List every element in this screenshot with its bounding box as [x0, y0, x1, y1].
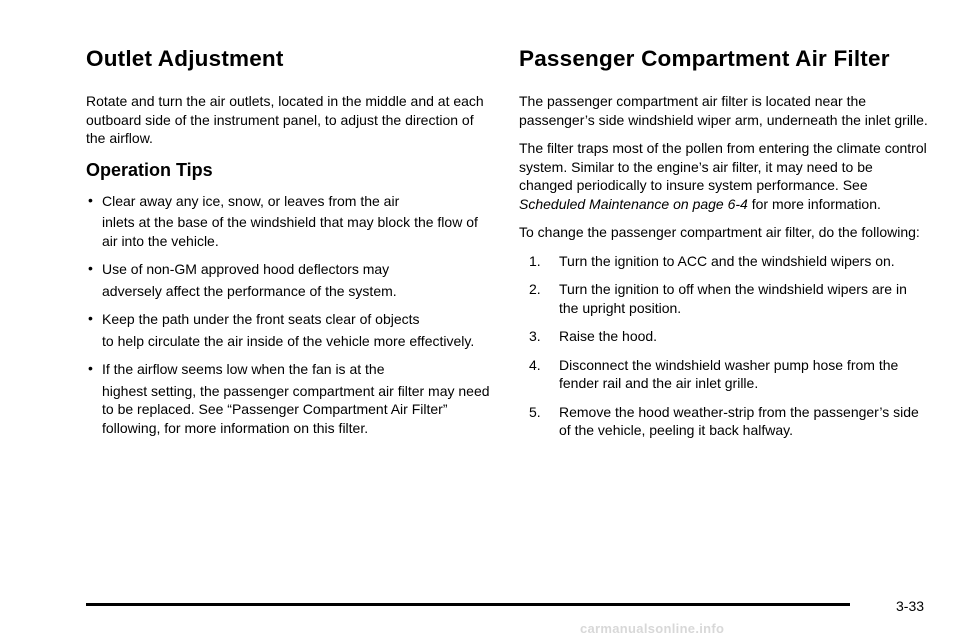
- step-number: 2.: [529, 281, 541, 297]
- tip-rest: adversely affect the performance of the system.: [102, 282, 397, 299]
- step-item: [529, 403, 929, 440]
- step-text: Remove the hood weather-strip from the passenger’s side of the vehicle, peeling it back halfway.: [559, 403, 919, 438]
- footer-rule: [86, 603, 850, 606]
- purpose-text-body: The filter traps most of the pollen from entering the climate control system. Similar to the engine’s air filter, it may need to be changed periodically to insure system performance. See: [519, 140, 927, 193]
- watermark: carmanualsonline.info: [580, 621, 725, 636]
- right-column: [519, 44, 929, 450]
- step-number: 5.: [529, 403, 541, 420]
- step-text: Disconnect the windshield washer pump hose from the fender rail and the air inlet grille.: [559, 356, 899, 391]
- tip-item: [86, 360, 496, 437]
- step-number: 4.: [529, 356, 541, 373]
- tip-first-line: Keep the path under the front seats clear of objects: [102, 311, 420, 327]
- step-text: Turn the ignition to off when the windshield wipers are in the upright position.: [559, 281, 907, 316]
- step-text: Turn the ignition to ACC and the windshield wipers on.: [559, 252, 895, 269]
- tip-rest: to help circulate the air inside of the vehicle more effectively.: [102, 332, 475, 349]
- step-text: Raise the hood.: [559, 328, 658, 344]
- air-filter-purpose-text: [519, 139, 929, 213]
- step-item: [529, 327, 929, 346]
- tip-first-line: Clear away any ice, snow, or leaves from the air: [102, 192, 400, 209]
- step-item: [529, 252, 929, 271]
- air-filter-location-text: The passenger compartment air filter is located near the passenger’s side windshield wiper arm, underneath the inlet grille.: [519, 93, 928, 128]
- bullet-icon: •: [88, 191, 93, 208]
- bullet-icon: •: [88, 260, 93, 276]
- outlet-adjustment-heading: Outlet Adjustment: [86, 46, 284, 71]
- tip-rest: inlets at the base of the windshield that may block the flow of air into the vehicle.: [102, 214, 478, 249]
- tip-first-line: Use of non-GM approved hood deflectors may: [102, 261, 390, 277]
- bullet-icon: •: [88, 310, 93, 326]
- step-item: [529, 356, 929, 393]
- change-filter-intro: To change the passenger compartment air filter, do the following:: [519, 224, 920, 240]
- scheduled-maintenance-reference: Scheduled Maintenance on page 6-4: [519, 195, 748, 212]
- step-number: 1.: [529, 252, 541, 269]
- tip-first-line: If the airflow seems low when the fan is at the: [102, 361, 385, 377]
- step-item: [529, 280, 929, 317]
- tip-item: [86, 192, 496, 251]
- step-number: 3.: [529, 328, 541, 344]
- tip-rest: highest setting, the passenger compartment air filter may need to be replaced. See “Passenger Compartment Air Filter” following, for more information on this filter.: [102, 382, 490, 436]
- bullet-icon: •: [88, 360, 93, 376]
- tip-item: [86, 310, 496, 350]
- outlet-adjustment-text: Rotate and turn the air outlets, located in the middle and at each outboard side of the instrument panel, to adjust the direction of the airflow.: [86, 93, 484, 146]
- operation-tips-heading: Operation Tips: [86, 159, 213, 180]
- tip-item: [86, 260, 496, 300]
- purpose-text-tail: for more information.: [747, 195, 881, 212]
- left-column: [86, 44, 496, 447]
- air-filter-heading: Passenger Compartment Air Filter: [519, 46, 890, 71]
- page-number: 3-33: [896, 598, 925, 614]
